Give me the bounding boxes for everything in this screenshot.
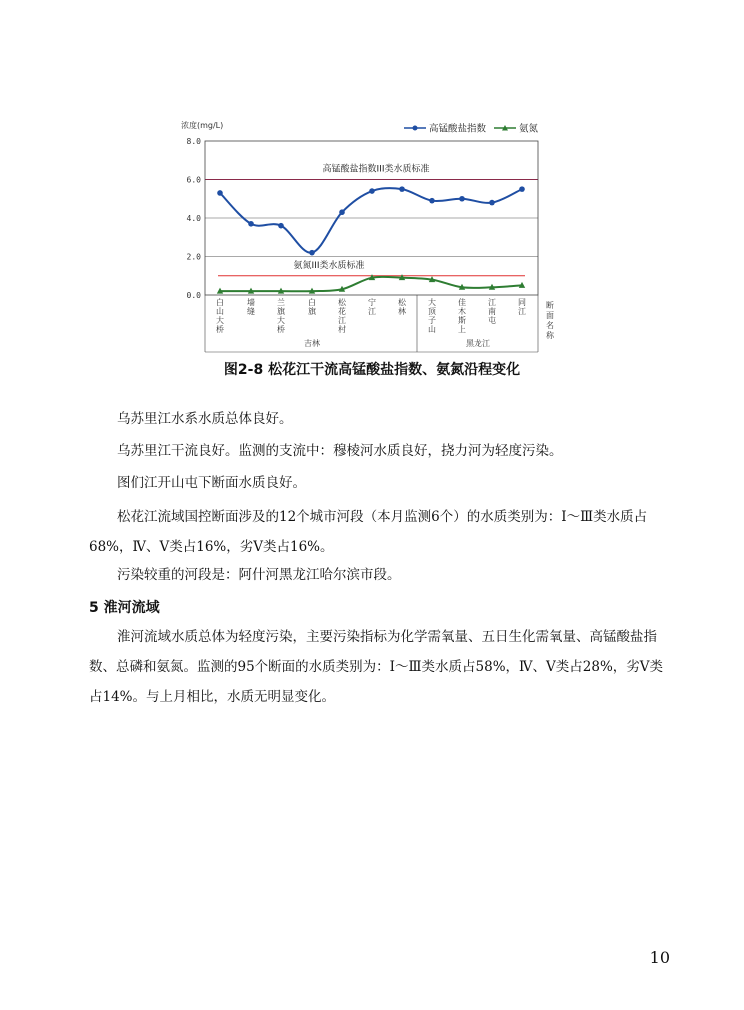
- section-heading: 5 淮河流域: [89, 600, 160, 616]
- x-tick-label: 桥: [277, 325, 285, 334]
- x-tick-label: 大: [428, 298, 436, 307]
- x-axis-title: 名: [546, 321, 554, 330]
- x-tick-label: 松: [338, 298, 346, 307]
- x-tick-label: 斯: [458, 316, 466, 325]
- x-tick-label: 屯: [488, 316, 496, 325]
- group-label: 黑龙江: [466, 339, 490, 348]
- x-tick-label: 花: [338, 307, 346, 316]
- x-tick-label: 松: [398, 298, 406, 307]
- data-point: [429, 198, 435, 204]
- x-tick-label: 宁: [368, 298, 376, 307]
- chart-labels: [181, 120, 555, 348]
- paragraph: 乌苏里江干流良好。监测的支流中：穆棱河水质良好，挠力河为轻度污染。: [117, 443, 563, 459]
- data-point: [248, 221, 254, 227]
- x-tick-label: 山: [428, 325, 436, 334]
- x-tick-label: 上: [458, 325, 466, 334]
- y-tick-label: 4.0: [186, 214, 201, 223]
- y-tick-label: 0.0: [186, 291, 201, 300]
- x-tick-label: 同: [518, 298, 526, 307]
- x-tick-label: 大: [277, 316, 285, 325]
- y-tick-label: 6.0: [186, 175, 201, 185]
- paragraph: 淮河流域水质总体为轻度污染，主要污染指标为化学需氧量、五日生化需氧量、高锰酸盐指数、总磷和氨氮。监测的95个断面的水质类别为：Ⅰ～Ⅲ类水质占58%，Ⅳ、Ⅴ类占28%，劣Ⅴ类占14%。与上月相比，水质无明显变化。: [89, 629, 664, 705]
- y-axis-label: 浓度(mg/L): [181, 121, 224, 130]
- y-tick-label: 2.0: [186, 252, 201, 262]
- paragraph: 图们江开山屯下断面水质良好。: [117, 475, 306, 491]
- data-point: [399, 186, 405, 192]
- x-tick-label: 村: [338, 325, 346, 334]
- paragraph: 松花江流域国控断面涉及的12个城市河段（本月监测6个）的水质类别为：Ⅰ～Ⅲ类水质占68%，Ⅳ、Ⅴ类占16%，劣Ⅴ类占16%。: [89, 509, 648, 555]
- page-number: 10: [649, 948, 670, 967]
- legend-marker: [413, 126, 418, 131]
- x-tick-label: 顶: [428, 307, 436, 316]
- x-tick-label: 白: [216, 298, 224, 307]
- x-tick-label: 兰: [277, 298, 285, 307]
- x-tick-label: 佳: [458, 298, 466, 307]
- data-point: [278, 223, 284, 229]
- x-tick-label: 缝: [247, 307, 255, 316]
- legend: [404, 123, 539, 135]
- x-tick-label: 墙: [247, 298, 255, 307]
- y-tick-label: 8.0: [186, 137, 201, 146]
- paragraph: 污染较重的河段是：阿什河黑龙江哈尔滨市段。: [117, 567, 401, 583]
- x-tick-label: 江: [518, 307, 526, 316]
- x-tick-label: 江: [338, 316, 346, 325]
- series-line: [220, 188, 522, 253]
- data-point: [339, 209, 345, 215]
- x-tick-label: 旗: [277, 307, 285, 316]
- legend-label: 高锰酸盐指数: [429, 123, 487, 135]
- x-tick-label: 桥: [216, 325, 224, 334]
- figure-caption: 图2-8 松花江干流高锰酸盐指数、氨氮沿程变化: [223, 362, 521, 378]
- chart-series: [217, 186, 525, 293]
- data-point: [217, 190, 223, 196]
- data-point: [519, 186, 525, 192]
- paragraph: 乌苏里江水系水质总体良好。: [117, 411, 293, 427]
- x-tick-label: 江: [368, 307, 376, 316]
- x-axis-title: 称: [546, 331, 554, 340]
- data-point: [309, 250, 315, 256]
- x-tick-label: 白: [308, 298, 316, 307]
- x-tick-label: 大: [216, 316, 224, 325]
- x-tick-label: 木: [458, 307, 466, 316]
- x-tick-label: 子: [428, 316, 436, 325]
- legend-label: 氨氮: [519, 123, 539, 135]
- x-tick-label: 山: [216, 307, 224, 316]
- reference-line-label: 高锰酸盐指数III类水质标准: [322, 164, 430, 175]
- reference-line-label: 氨氮III类水质标准: [293, 260, 365, 271]
- data-point: [459, 196, 465, 202]
- data-point: [489, 200, 495, 206]
- data-point: [369, 188, 375, 194]
- x-tick-label: 南: [488, 307, 496, 316]
- x-axis-title: 断: [546, 301, 554, 310]
- x-tick-label: 林: [398, 307, 406, 316]
- chart: [0, 0, 744, 380]
- x-tick-label: 旗: [308, 307, 316, 316]
- x-axis-title: 面: [546, 311, 554, 320]
- group-label: 吉林: [304, 339, 320, 348]
- x-tick-label: 江: [488, 298, 496, 307]
- reference-lines: [205, 163, 538, 276]
